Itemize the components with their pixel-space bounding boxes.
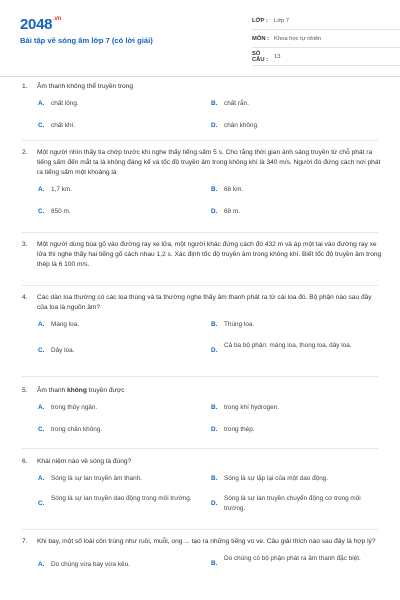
logo-tld: .vn (53, 16, 61, 22)
meta-row-grade (252, 12, 400, 30)
option-label: A. (38, 186, 45, 193)
document-header (20, 12, 382, 68)
option-label: A. (38, 404, 45, 411)
option-text: Sóng là sự lan truyền dao động trong môi trường. (51, 495, 192, 502)
question-text-emphasis: không (67, 387, 87, 394)
answer-options (37, 320, 384, 364)
option-text: chất rắn. (224, 100, 249, 107)
option-text: trong chân không. (51, 426, 103, 433)
option-a[interactable] (38, 320, 203, 330)
question-number: 2. (22, 149, 28, 156)
answer-options (37, 185, 384, 219)
question-number: 3. (22, 241, 28, 248)
option-a[interactable] (38, 185, 203, 195)
meta-info-box (252, 12, 400, 66)
option-label: A. (38, 561, 45, 568)
option-text: Thùng loa. (224, 321, 255, 328)
option-d[interactable] (211, 207, 376, 217)
question-3 (22, 240, 384, 270)
option-label: C. (38, 426, 45, 433)
option-c[interactable] (38, 425, 203, 435)
option-b[interactable] (211, 99, 376, 109)
question-divider (22, 232, 378, 233)
question-number: 5. (22, 387, 28, 394)
meta-key: MÔN : (252, 35, 270, 42)
logo-text: 2048 (20, 16, 53, 33)
option-label: A. (38, 321, 45, 328)
option-text: Sóng là sự lặp lại của một dao động. (224, 475, 329, 482)
meta-row-count (252, 48, 400, 66)
option-label: A. (38, 100, 45, 107)
option-a[interactable] (38, 403, 203, 413)
meta-value: Lớp 7 (274, 17, 290, 24)
meta-key: SỐ CÂU : (252, 50, 269, 63)
question-text: Âm thanh không thể truyền trong (37, 83, 134, 90)
option-label: C. (38, 208, 45, 215)
option-text: trong thủy ngân. (51, 404, 98, 411)
question-text-part: truyền được (86, 387, 125, 394)
option-text: Màng loa. (51, 321, 80, 328)
option-text: Do chúng vừa bay vừa kêu. (51, 561, 130, 568)
option-label: D. (211, 208, 218, 215)
option-label: D. (211, 500, 218, 507)
option-d[interactable] (211, 121, 376, 131)
option-text: Cả ba bộ phận: màng loa, thùng loa, dây loa. (224, 342, 352, 349)
option-c[interactable] (38, 207, 203, 217)
option-b[interactable] (211, 185, 376, 195)
question-number: 7. (22, 538, 28, 545)
option-text: Dây loa. (51, 347, 75, 354)
option-b[interactable] (211, 554, 376, 569)
option-label: B. (211, 186, 218, 193)
question-7 (22, 537, 384, 580)
option-text: 850 m. (51, 208, 71, 215)
question-4 (22, 293, 384, 364)
site-logo[interactable] (20, 16, 61, 33)
question-divider (22, 529, 378, 530)
option-text: trong thép. (224, 426, 255, 433)
option-a[interactable] (38, 474, 203, 484)
option-b[interactable] (211, 320, 376, 330)
header-divider (0, 76, 400, 77)
option-text: trong khí hydrogen. (224, 404, 280, 411)
option-label: B. (211, 100, 218, 107)
option-text: 1,7 km. (51, 186, 72, 193)
answer-options (37, 474, 384, 518)
answer-options (37, 554, 384, 580)
option-text: chân không. (224, 122, 259, 129)
option-text: Sóng là sự lan truyền chuyển động cơ trong môi trường. (224, 495, 361, 512)
document-title: Bài tập về sóng âm lớp 7 (có lời giải) (20, 36, 153, 45)
option-d[interactable] (211, 341, 376, 356)
question-number: 1. (22, 83, 28, 90)
option-text: chất lỏng. (51, 100, 79, 107)
question-text: Một người dùng búa gõ vào đường ray xe lửa, một người khác đứng cách đó 432 m và áp một tai vào đường ray xe lửa thì nghe thấy hai tiếng gõ cách nhau 1,2 s. Xác định tốc độ truyền âm trong không khí. Biết tốc độ truyền âm trong thép là 6 100 m/s. (37, 241, 382, 268)
question-text: Khái niệm nào về sóng là đúng? (37, 458, 132, 465)
option-b[interactable] (211, 403, 376, 413)
question-text-part: Âm thanh (37, 387, 68, 394)
option-label: D. (211, 347, 218, 354)
question-text: Các dàn loa thường có các loa thùng và ta thường nghe thấy âm thanh phát ra từ cái loa đó. Bộ phận nào sau đây của loa là nguồn âm? (37, 294, 372, 311)
option-c[interactable] (38, 494, 203, 509)
option-d[interactable] (211, 494, 376, 514)
question-divider (22, 448, 378, 449)
answer-options (37, 403, 384, 437)
option-label: A. (38, 475, 45, 482)
question-number: 6. (22, 458, 28, 465)
option-a[interactable] (38, 99, 203, 109)
question-1 (22, 82, 384, 133)
option-label: B. (211, 321, 218, 328)
question-divider (22, 140, 378, 141)
question-divider (22, 285, 378, 286)
answer-options (37, 99, 384, 133)
option-label: D. (211, 122, 218, 129)
question-text (37, 386, 384, 396)
meta-row-subject (252, 30, 400, 48)
meta-key: LỚP : (252, 17, 268, 24)
option-text: chất khí. (51, 122, 76, 129)
question-number: 4. (22, 294, 28, 301)
option-label: B. (211, 475, 218, 482)
option-b[interactable] (211, 474, 376, 484)
option-label: C. (38, 500, 45, 507)
question-6 (22, 457, 384, 518)
option-a[interactable] (38, 560, 203, 570)
question-text: Khi bay, một số loài côn trùng như ruồi, muỗi, ong ... tạo ra những tiếng vo ve. Câu giải thích nào sau đây là hợp lý? (37, 538, 376, 545)
option-c[interactable] (38, 121, 203, 131)
option-label: D. (211, 426, 218, 433)
question-2 (22, 148, 384, 219)
option-text: 68 km. (224, 186, 244, 193)
option-d[interactable] (211, 425, 376, 435)
option-c[interactable] (38, 346, 203, 356)
option-text: Do chúng có bộ phận phát ra âm thanh đặc biệt. (224, 555, 361, 562)
question-divider (22, 376, 378, 377)
meta-value: Khoa học tự nhiên (274, 35, 322, 42)
option-label: C. (38, 122, 45, 129)
question-5 (22, 386, 384, 437)
option-label: B. (211, 560, 218, 567)
option-text: 68 m. (224, 208, 240, 215)
option-label: B. (211, 404, 218, 411)
option-text: Sóng là sự lan truyền âm thanh. (51, 475, 142, 482)
question-text: Một người nhìn thấy tia chớp trước khi nghe thấy tiếng sấm 5 s. Cho rằng thời gian ánh sáng truyền từ chỗ phát ra tiếng sấm đến mắt ta là không đáng kể và tốc độ truyền âm trong không khí là 340 m/s. Người đó đứng cách nơi phát ra tiếng sấm một khoảng là (37, 149, 381, 176)
option-label: C. (38, 347, 45, 354)
meta-value: 13 (274, 53, 281, 60)
